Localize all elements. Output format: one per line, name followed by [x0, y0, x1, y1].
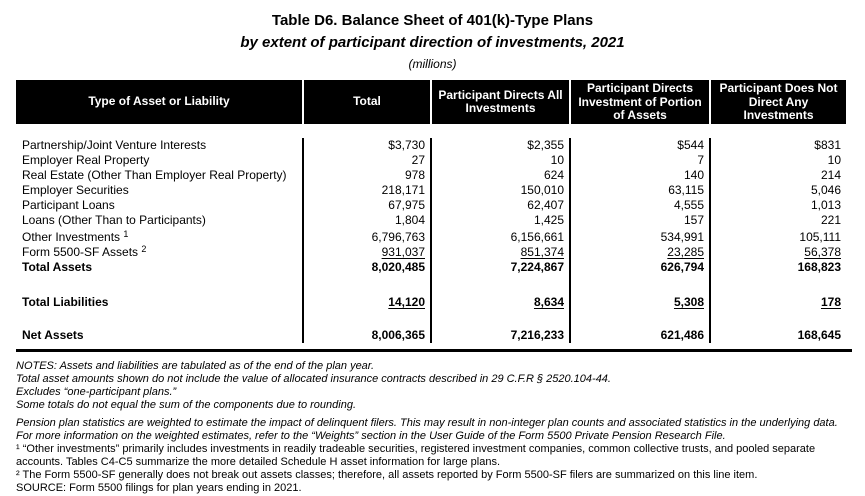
header-type-of-asset: Type of Asset or Liability — [16, 80, 302, 124]
row-label: Form 5500-SF Assets $^2$ — [22, 244, 147, 260]
cell-value: 5,046 — [709, 183, 846, 198]
cell-value: 1,013 — [709, 198, 846, 213]
header-total: Total — [304, 80, 430, 124]
cell-value: 67,975 — [302, 198, 430, 213]
cell-value: 218,171 — [302, 183, 430, 198]
row-label: Employer Securities — [22, 183, 129, 198]
table-row — [16, 168, 852, 183]
row-label: Participant Loans — [22, 198, 115, 213]
source-line: SOURCE: Form 5500 filings for plan years ending in 2021. — [16, 482, 302, 495]
header-does-not-direct: Participant Does Not Direct Any Investments — [711, 80, 846, 124]
cell-value: 214 — [709, 168, 846, 183]
cell-value: 105,111 — [709, 228, 846, 245]
cell-value: 56,378 — [709, 245, 846, 260]
footnote-ref-2: 2 — [141, 244, 147, 255]
note-line: Excludes “one-participant plans.” — [16, 386, 177, 399]
cell-value: 10 — [709, 153, 846, 168]
balance-sheet-table — [16, 80, 852, 352]
title-block — [0, 12, 865, 71]
row-label: Real Estate (Other Than Employer Real Property) — [22, 168, 287, 183]
cell-value: 931,037 — [302, 245, 430, 260]
cell-value: 8,020,485 — [302, 260, 430, 275]
footnote-ref-1: 1 — [123, 229, 129, 240]
row-label: Total Liabilities — [22, 295, 109, 310]
cell-value: 150,010 — [430, 183, 569, 198]
cell-value: 621,486 — [569, 328, 709, 343]
table-row — [16, 213, 852, 228]
cell-value: 221 — [709, 213, 846, 228]
row-label: Partnership/Joint Venture Interests — [22, 138, 207, 153]
table-row-net-assets — [16, 328, 852, 343]
table-row — [16, 153, 852, 168]
notes-section — [16, 360, 855, 495]
cell-value: 168,645 — [709, 328, 846, 343]
row-label: Total Assets — [22, 260, 93, 275]
cell-value: 6,796,763 — [302, 228, 430, 245]
cell-value: 7,216,233 — [430, 328, 569, 343]
cell-value: $544 — [569, 138, 709, 153]
cell-value: 140 — [569, 168, 709, 183]
table-body — [16, 124, 852, 349]
cell-value: $2,355 — [430, 138, 569, 153]
cell-value: 23,285 — [569, 245, 709, 260]
cell-value: $3,730 — [302, 138, 430, 153]
cell-value: 624 — [430, 168, 569, 183]
cell-value: 7,224,867 — [430, 260, 569, 275]
cell-value: 157 — [569, 213, 709, 228]
note-line: Total asset amounts shown do not include the value of allocated insurance contracts described in 29 C.F.R § 2520.104-44. — [16, 373, 611, 386]
header-directs-portion: Participant Directs Investment of Portion of Assets — [571, 80, 709, 124]
cell-value: 168,823 — [709, 260, 846, 275]
cell-value: 14,120 — [302, 295, 430, 310]
table-header-row — [16, 80, 852, 124]
row-label: Net Assets — [22, 328, 84, 343]
page-title: Table D6. Balance Sheet of 401(k)-Type Plans — [271, 12, 594, 29]
cell-value: 6,156,661 — [430, 228, 569, 245]
table-row — [16, 183, 852, 198]
cell-value: 8,006,365 — [302, 328, 430, 343]
cell-value: 534,991 — [569, 228, 709, 245]
cell-value: 851,374 — [430, 245, 569, 260]
footnote-2: ² The Form 5500-SF generally does not break out assets classes; therefore, all assets reported by Form 5500-SF filers are summarized on this line item. — [16, 469, 758, 482]
cell-value: 63,115 — [569, 183, 709, 198]
cell-value: 1,425 — [430, 213, 569, 228]
table-row-total-liabilities — [16, 295, 852, 310]
header-directs-all: Participant Directs All Investments — [432, 80, 569, 124]
row-label: Other Investments $^1$ — [22, 229, 129, 245]
units-label: (millions) — [408, 57, 457, 71]
row-label: Loans (Other Than to Participants) — [22, 213, 206, 228]
footnote-1: ¹ “Other investments” primarily includes investments in readily tradeable securities, registered investment companies, common collective trusts, and pooled separate accounts. Tables C4-C5 summarize the more detailed Schedule H asset information for large plans. — [16, 443, 816, 469]
cell-value: 978 — [302, 168, 430, 183]
row-label: Employer Real Property — [22, 153, 150, 168]
cell-value: 62,407 — [430, 198, 569, 213]
table-row — [16, 138, 852, 153]
cell-value: 8,634 — [430, 295, 569, 310]
spacer-row — [16, 275, 852, 295]
table-row — [16, 198, 852, 213]
cell-value: 626,794 — [569, 260, 709, 275]
cell-value: 4,555 — [569, 198, 709, 213]
cell-value: 27 — [302, 153, 430, 168]
note-line: NOTES: Assets and liabilities are tabulated as of the end of the plan year. — [16, 360, 375, 373]
spacer-row — [16, 310, 852, 328]
cell-value: 5,308 — [569, 295, 709, 310]
note-line: Some totals do not equal the sum of the components due to rounding. — [16, 399, 357, 412]
cell-value: 178 — [709, 295, 846, 310]
cell-value: $831 — [709, 138, 846, 153]
cell-value: 1,804 — [302, 213, 430, 228]
page-subtitle: by extent of participant direction of investments, 2021 — [240, 34, 625, 51]
table-row — [16, 228, 852, 245]
cell-value: 10 — [430, 153, 569, 168]
table-row-total-assets — [16, 260, 852, 275]
table-row — [16, 245, 852, 260]
cell-value: 7 — [569, 153, 709, 168]
note-line: Pension plan statistics are weighted to estimate the impact of delinquent filers. This may result in non-integer plan counts and associated statistics in the underlying data. For more information on the weighted estimates, refer to the “Weights” section in the User Guide of the Form 5500 Private Pension Research File. — [16, 417, 838, 443]
